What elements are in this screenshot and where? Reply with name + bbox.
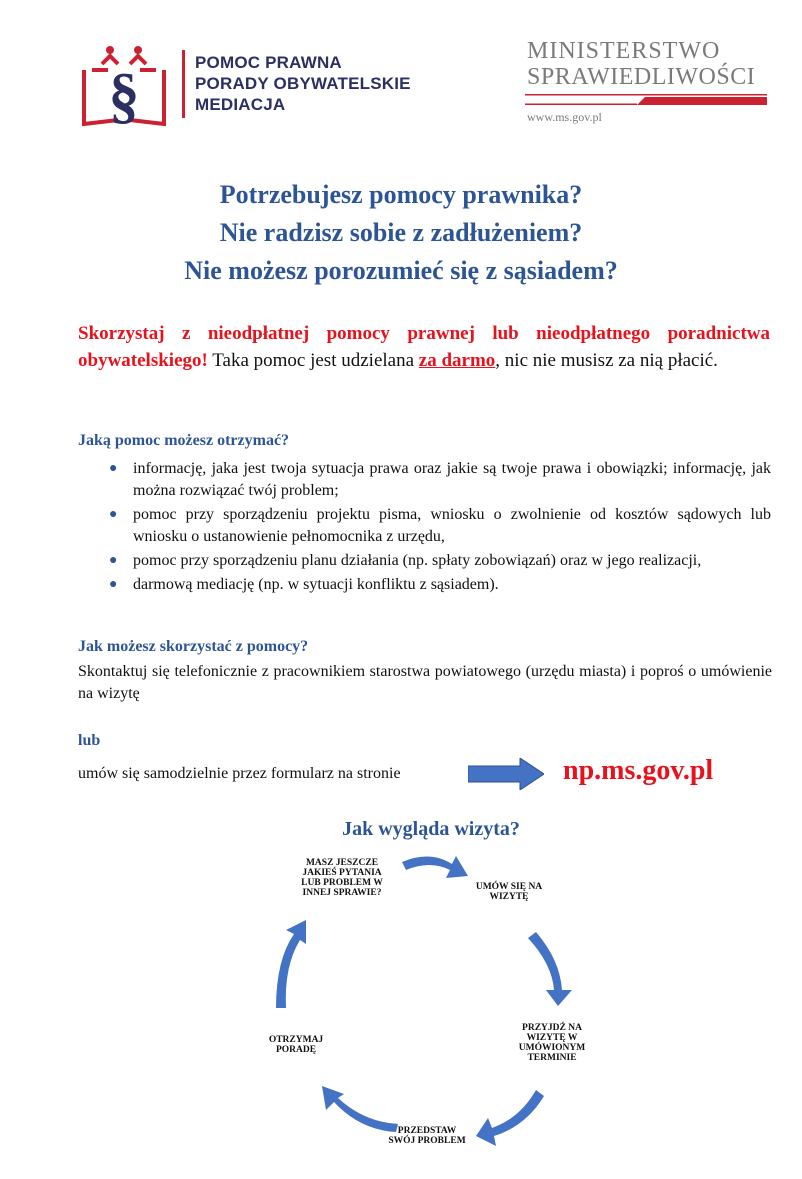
logo-divider: [182, 50, 185, 118]
headline-line-2: Nie radzisz sobie z zadłużeniem?: [219, 218, 583, 247]
logo-line-1: POMOC PRAWNA: [195, 53, 342, 72]
list-item: ● informację, jaka jest twoja sytuacja prawa oraz jakie są twoje prawa i obowiązki; informację, jak można rozwiązać twój problem;: [109, 460, 771, 499]
cycle-arrow-3: [476, 1090, 544, 1146]
logo-line-2: PORADY OBYWATELSKIE: [195, 74, 411, 93]
logo-line-3: MEDIACJA: [195, 95, 286, 114]
bullet-icon: ●: [109, 507, 118, 522]
headline-line-1: Potrzebujesz pomocy prawnika?: [219, 180, 583, 209]
logo-text: [195, 52, 411, 115]
headline: [0, 176, 802, 290]
ministry-line-1: MINISTERSTWO: [527, 38, 721, 64]
list-item: ● pomoc przy sporządzeniu projektu pisma, wniosku o zwolnienie od kosztów sądowych lub wniosku o ustanowienie pełnomocnika z urzędu,: [109, 506, 771, 545]
cycle-step-advice: OTRZYMAJ PORADĘ: [268, 1035, 324, 1055]
ministry-url[interactable]: www.ms.gov.pl: [527, 110, 602, 124]
form-text: umów się samodzielnie przez formularz na stronie: [78, 765, 401, 782]
bullet-icon: ●: [109, 553, 118, 568]
list-item: ● darmową mediację (np. w sytuacji konfliktu z sąsiadem).: [107, 574, 771, 596]
help-list: [107, 458, 771, 598]
cycle-arrow-1: [402, 856, 468, 878]
intro-free-text: za darmo: [418, 350, 496, 371]
intro-paragraph: [78, 320, 770, 374]
cycle-title: Jak wygląda wizyta?: [342, 818, 520, 840]
section-heading-how-to: Jak możesz skorzystać z pomocy?: [78, 638, 309, 655]
cycle-arrow-5: [276, 920, 306, 1008]
paragraph-emblem-icon: [78, 40, 170, 132]
cycle-arrow-2: [528, 932, 572, 1006]
list-item: ● pomoc przy sporządzeniu planu działania (np. spłaty zobowiązań) oraz w jego realizacji,: [107, 550, 771, 572]
ministerstwo-logo: [525, 38, 770, 128]
right-arrow-icon: [468, 758, 544, 790]
cycle-step-questions: MASZ JESZCZE JAKIEŚ PYTANIA LUB PROBLEM W INNEJ SPRAWIE?: [301, 858, 383, 898]
flag-stripe-icon: [525, 94, 767, 105]
cycle-step-present: PRZEDSTAW SWÓJ PROBLEM: [388, 1126, 466, 1146]
intro-tail: , nic nie musisz za nią płacić.: [495, 350, 718, 371]
cycle-step-book: UMÓW SIĘ NA WIZYTĘ: [475, 882, 543, 902]
cycle-step-come: PRZYJDŹ NA WIZYTĘ W UMÓWIONYM TERMINIE: [518, 1023, 586, 1063]
contact-paragraph: Skontaktuj się telefonicznie z pracownikiem starostwa powiatowego (urzędu miasta) i poproś o umówienie na wizytę: [78, 663, 772, 702]
bullet-icon: ●: [109, 461, 118, 476]
svg-text:§: §: [108, 62, 140, 130]
bullet-icon: ●: [109, 577, 118, 592]
section-heading-what-help: Jaką pomoc możesz otrzymać?: [78, 432, 290, 449]
headline-line-3: Nie możesz porozumieć się z sąsiadem?: [184, 256, 618, 285]
booking-url-link[interactable]: np.ms.gov.pl: [563, 755, 714, 786]
intro-text: Taka pomoc jest udzielana: [207, 350, 419, 371]
intro-highlight: Skorzystaj z nieodpłatnej pomocy prawnej lub nieodpłatnego poradnictwa obywatelskiego!: [78, 323, 770, 371]
or-label: lub: [78, 732, 101, 749]
pomoc-prawna-logo: [78, 40, 438, 132]
ministry-line-2: SPRAWIEDLIWOŚCI: [527, 64, 756, 90]
